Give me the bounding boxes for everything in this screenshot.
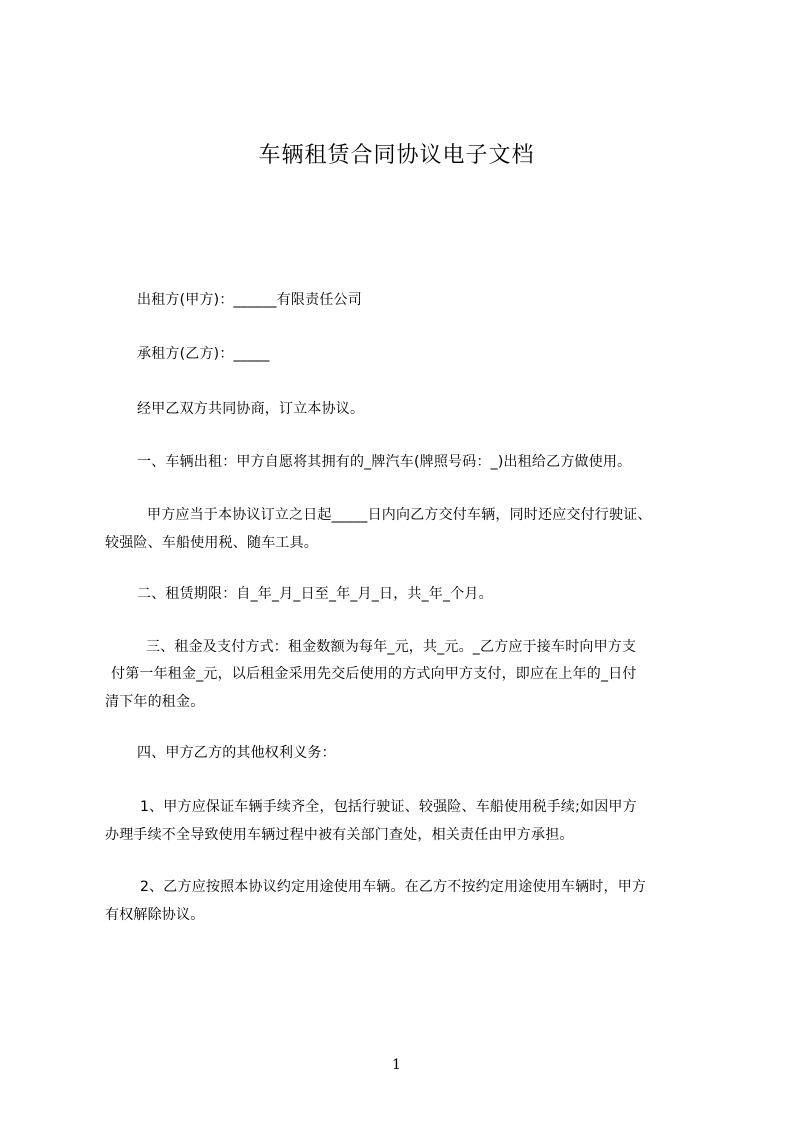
- clause-4-item-1-line-2: 办理手续不全导致使用车辆过程中被有关部门查处，相关责任由甲方承担。: [105, 827, 574, 843]
- clause-4-item-2-line-1: 2、乙方应按照本协议约定用途使用车辆。在乙方不按约定用途使用车辆时，甲方: [140, 879, 647, 895]
- clause-4-item-2-line-2: 有权解除协议。: [105, 907, 205, 923]
- clause-4-heading: 四、甲方乙方的其他权利义务：: [137, 745, 336, 761]
- clause-2: 二、租赁期限：自_年_月_日至_年_月_日，共_年_个月。: [137, 586, 493, 602]
- clause-1: 一、车辆出租：甲方自愿将其拥有的_牌汽车(牌照号码：_)出租给乙方做使用。: [137, 454, 632, 470]
- clause-3-line-1: 三、租金及支付方式：租金数额为每年_元，共_元。_乙方应于接车时向甲方支: [146, 639, 637, 655]
- clause-1-detail-line-2: 较强险、车船使用税、随车工具。: [105, 535, 318, 551]
- clause-3-line-3: 清下年的租金。: [105, 694, 205, 710]
- clause-4-item-1-line-1: 1、甲方应保证车辆手续齐全，包括行驶证、较强险、车船使用税手续;如因甲方: [140, 799, 637, 815]
- clause-1-detail-line-1: 甲方应当于本协议订立之日起_____日内向乙方交付车辆，同时还应交付行驶证、: [147, 507, 652, 523]
- lessee-line: 承租方(乙方)：_____: [137, 346, 270, 362]
- clause-3-line-2: 付第一年租金_元，以后租金采用先交后使用的方式向甲方支付，即应在上年的_日付: [111, 666, 637, 682]
- lessor-line: 出租方(甲方)：______有限责任公司: [137, 292, 362, 308]
- document-title: 车辆租赁合同协议电子文档: [258, 143, 535, 168]
- intro-paragraph: 经甲乙双方共同协商，订立本协议。: [137, 401, 365, 417]
- page-number: 1: [392, 1057, 401, 1073]
